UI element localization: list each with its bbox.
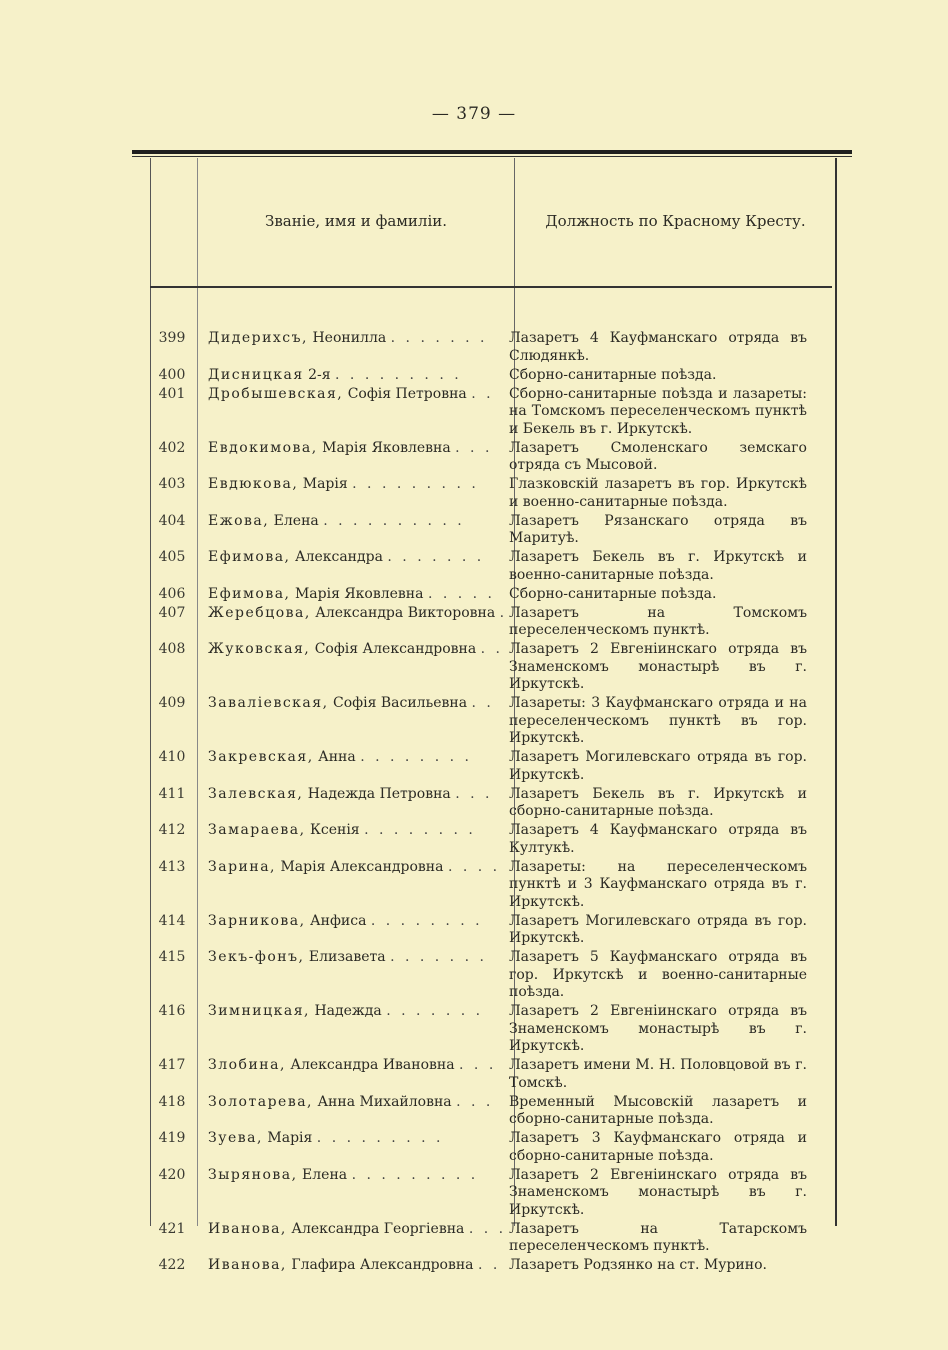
entry-position: Сборно-санитарные поѣзда и лазареты: на Томскомъ переселенческомъ пунктѣ и Бекель въ г. Иркутскѣ. — [509, 385, 807, 437]
entry-given-name: Марія Яковлевна — [317, 439, 456, 456]
entry-number: 399 — [158, 330, 186, 346]
top-rule-thin — [132, 156, 852, 157]
table-row — [150, 859, 832, 912]
entry-name — [194, 1130, 497, 1165]
entry-surname: Евдюкова, — [208, 476, 299, 492]
entry-position: Лазаретъ имени М. Н. Половцовой въ г. Томскѣ. — [509, 1057, 807, 1091]
entry-position: Лазаретъ Могилевскаго отряда въ гор. Иркутскѣ. — [509, 749, 807, 783]
header-rule — [150, 286, 832, 288]
entry-leader-dots: . . . . . . . . — [364, 822, 476, 838]
table-row — [150, 1003, 832, 1056]
entry-leader-dots: . . . — [468, 1220, 507, 1237]
entry-leader-dots: . . . — [455, 785, 493, 802]
table-row — [150, 549, 832, 584]
entry-leader-dots: . . . — [455, 439, 493, 456]
entry-leader-dots: . . . . — [447, 858, 501, 875]
entry-position: Лазаретъ 2 Евгеніинскаго отряда въ Знаменскомъ монастырѣ въ г. Иркутскѣ. — [509, 641, 807, 692]
entry-surname: Зуева, — [208, 1130, 263, 1146]
entry-given-name: Марія Яковлевна — [290, 585, 428, 602]
entry-number: 422 — [158, 1257, 186, 1273]
entry-number: 421 — [158, 1220, 186, 1237]
entry-given-name: Софія Петровна — [343, 385, 472, 402]
entry-number: 413 — [158, 858, 186, 875]
entry-leader-dots: . . . . . . . — [390, 330, 488, 346]
entry-position: Сборно-санитарные поѣзда. — [509, 366, 717, 383]
entries-list — [150, 330, 832, 1276]
entry-number: 408 — [158, 641, 186, 657]
entry-number: 400 — [158, 366, 186, 383]
table-row — [150, 513, 832, 548]
entry-number: 416 — [158, 1003, 186, 1019]
top-rule-thick — [132, 150, 852, 154]
table-row — [150, 822, 832, 857]
entry-surname: Зырянова, — [208, 1166, 298, 1183]
table-row — [150, 749, 832, 784]
table-row — [150, 1257, 832, 1275]
entry-surname: Дисницкая — [208, 366, 304, 383]
entry-leader-dots: . . — [471, 695, 494, 711]
entry-leader-dots: . . . — [456, 1093, 494, 1110]
table-row — [150, 367, 832, 385]
entry-given-name: Елена — [297, 1166, 352, 1183]
entry-surname: Замараева, — [208, 822, 306, 838]
entry-leader-dots: . . . . . . . . . — [351, 1166, 479, 1183]
entry-leader-dots: . . — [471, 385, 494, 402]
entry-name — [194, 586, 497, 604]
name-column-header: Званіе, имя и фамиліи. — [264, 212, 448, 230]
table-row — [150, 949, 832, 1002]
entry-name — [194, 822, 497, 857]
entry-leader-dots: . . . — [459, 1057, 497, 1073]
entry-surname: Ефимова, — [208, 585, 291, 602]
entry-name — [194, 549, 497, 584]
entry-name — [194, 1167, 497, 1220]
entry-position: Лазаретъ 4 Кауфманскаго отряда въ Слюдянкѣ. — [509, 330, 807, 364]
entry-given-name: Анна — [313, 749, 361, 765]
entry-number: 419 — [158, 1130, 186, 1146]
entry-surname: Заваліевская, — [208, 695, 329, 711]
entry-number: 403 — [158, 476, 186, 492]
table-row — [150, 695, 832, 748]
table-row — [150, 330, 832, 365]
entry-leader-dots: . . — [480, 641, 503, 657]
entry-number: 411 — [158, 785, 186, 802]
entry-leader-dots: . . . . . . . . — [370, 912, 483, 929]
entry-name — [194, 386, 497, 439]
entry-name — [194, 513, 497, 548]
entry-given-name: Марія Александровна — [276, 858, 448, 875]
entry-surname: Залевская, — [208, 785, 304, 802]
entry-surname: Евдокимова, — [208, 439, 318, 456]
entry-surname: Зекъ-фонъ, — [208, 949, 305, 965]
table-row — [150, 1167, 832, 1220]
entry-given-name: 2-я — [303, 366, 336, 383]
entry-given-name: Софія Александровна — [310, 641, 481, 657]
entry-number: 401 — [158, 385, 186, 402]
entry-leader-dots: . . . . . . . — [390, 949, 487, 965]
entry-given-name: Неонилла — [308, 330, 391, 346]
entry-surname: Зарина, — [208, 858, 276, 875]
entry-position: Лазаретъ 2 Евгеніинскаго отряда въ Знаменскомъ монастырѣ въ г. Иркутскѣ. — [509, 1166, 807, 1218]
table-row — [150, 605, 832, 640]
entry-position: Временный Мысовскій лазаретъ и сборно-санитарные поѣзда. — [509, 1093, 807, 1127]
table-row — [150, 476, 832, 511]
entry-name — [194, 1094, 497, 1129]
entry-leader-dots: . . . . . . . . — [360, 749, 472, 765]
entry-given-name: Елизавета — [304, 949, 391, 965]
entry-position: Лазаретъ 3 Кауфманскаго отряда и сборно-санитарные поѣзда. — [509, 1130, 807, 1164]
entry-position: Лазаретъ Рязанскаго отряда въ Маритуѣ. — [509, 512, 807, 546]
table-row — [150, 641, 832, 694]
entry-leader-dots: . . . . . . . . . — [352, 476, 479, 492]
entry-position: Глазковскій лазаретъ въ гор. Иркутскѣ и военно-санитарные поѣзда. — [509, 476, 807, 510]
entry-leader-dots: . . . . . . . — [386, 1003, 484, 1019]
entry-number: 407 — [158, 604, 186, 621]
table-row — [150, 1221, 832, 1256]
entry-given-name: Надежда Петровна — [303, 785, 456, 802]
entry-number: 405 — [158, 549, 186, 565]
entry-surname: Золотарева, — [208, 1093, 313, 1110]
entry-surname: Ефимова, — [208, 549, 291, 565]
entry-name — [194, 641, 503, 694]
entry-surname: Жуковская, — [208, 641, 311, 657]
table-row — [150, 386, 832, 439]
entry-surname: Дидерихсъ, — [208, 330, 309, 346]
entry-surname: Злобина, — [208, 1057, 286, 1073]
entry-position: Лазаретъ на Томскомъ переселенческомъ пунктѣ. — [509, 604, 807, 638]
entry-given-name: Марія — [262, 1130, 317, 1146]
entry-number: 409 — [158, 695, 186, 711]
entry-name — [194, 1257, 501, 1275]
entry-given-name: Анфиса — [305, 912, 371, 929]
entry-name — [194, 604, 508, 640]
table-row — [150, 586, 832, 604]
entry-leader-dots: . . — [477, 1257, 501, 1273]
entry-surname: Жеребцова, — [208, 604, 311, 621]
entry-name — [194, 786, 497, 821]
entry-position: Лазаретъ Родзянко на ст. Мурино. — [509, 1257, 767, 1273]
entry-name — [194, 1057, 497, 1092]
entry-name — [194, 858, 501, 912]
column-divider-right — [835, 158, 837, 1226]
entry-name — [194, 367, 497, 385]
entry-position: Сборно-санитарные поѣзда. — [509, 585, 717, 602]
entry-surname: Зимницкая, — [208, 1003, 310, 1019]
entry-surname: Иванова, — [208, 1257, 287, 1273]
entry-name — [194, 913, 497, 948]
entry-surname: Закревская, — [208, 749, 314, 765]
entry-given-name: Александра Георгіевна — [286, 1220, 469, 1237]
table-row — [150, 913, 832, 948]
table-row — [150, 786, 832, 821]
entry-name — [194, 695, 497, 748]
table-row — [150, 1057, 832, 1092]
entry-surname: Зарникова, — [208, 912, 306, 929]
entry-number: 412 — [158, 822, 186, 838]
entry-leader-dots: . . . . . . . . . — [316, 1130, 444, 1146]
table-row — [150, 1094, 832, 1129]
entry-given-name: Ксенія — [305, 822, 365, 838]
entry-number: 414 — [158, 912, 186, 929]
entry-position: Лазаретъ 5 Кауфманскаго отряда въ гор. Иркутскѣ и военно-санитарные поѣзда. — [509, 949, 807, 1000]
entry-given-name: Глафира Александровна — [286, 1257, 478, 1273]
entry-name — [194, 949, 497, 1002]
entry-given-name: Марія — [298, 476, 353, 492]
entry-number: 420 — [158, 1166, 186, 1183]
entry-given-name: Александра — [290, 549, 388, 565]
page-number: — 379 — — [431, 104, 517, 124]
entry-surname: Дробышевская, — [208, 385, 344, 402]
entry-position: Лазареты: на переселенческомъ пунктѣ и 3 Кауфманскаго отряда въ г. Иркутскѣ. — [509, 858, 807, 910]
entry-leader-dots: . . . . . — [427, 585, 495, 602]
entry-given-name: Анна Михайловна — [313, 1093, 457, 1110]
table-row — [150, 440, 832, 475]
entry-leader-dots: . — [499, 604, 508, 621]
entry-given-name: Софія Васильевна — [328, 695, 472, 711]
entry-position: Лазаретъ Бекель въ г. Иркутскѣ и сборно-санитарные поѣзда. — [509, 785, 807, 819]
entry-given-name: Елена — [269, 512, 324, 529]
entry-position: Лазаретъ Бекель въ г. Иркутскѣ и военно-санитарные поѣзда. — [509, 549, 807, 583]
entry-leader-dots: . . . . . . . — [387, 549, 485, 565]
entry-number: 402 — [158, 439, 186, 456]
entry-position: Лазареты: 3 Кауфманскаго отряда и на переселенческомъ пунктѣ въ гор. Иркутскѣ. — [509, 695, 807, 746]
entry-given-name: Александра Викторовна — [310, 604, 500, 621]
entry-name — [194, 476, 497, 511]
entry-name — [194, 330, 497, 365]
entry-given-name: Надежда — [310, 1003, 387, 1019]
table-row — [150, 1130, 832, 1165]
entry-position: Лазаретъ на Татарскомъ переселенческомъ пунктѣ. — [509, 1220, 807, 1254]
entry-surname: Иванова, — [208, 1220, 287, 1237]
position-column-header: Должность по Красному Кресту. — [545, 212, 806, 230]
entry-position: Лазаретъ 4 Кауфманскаго отряда въ Култукѣ. — [509, 822, 807, 856]
entry-leader-dots: . . . . . . . . . — [335, 366, 462, 383]
entry-number: 410 — [158, 749, 186, 765]
entry-name — [194, 1003, 497, 1056]
entry-number: 404 — [158, 512, 186, 529]
entry-number: 406 — [158, 585, 186, 602]
entry-number: 417 — [158, 1057, 186, 1073]
entry-position: Лазаретъ 2 Евгеніинскаго отряда въ Знаменскомъ монастырѣ въ г. Иркутскѣ. — [509, 1003, 807, 1054]
entry-name — [194, 440, 497, 475]
entry-number: 418 — [158, 1093, 186, 1110]
entry-name — [194, 749, 497, 784]
entry-number: 415 — [158, 949, 186, 965]
entry-leader-dots: . . . . . . . . . . — [323, 512, 465, 529]
entry-given-name: Александра Ивановна — [285, 1057, 460, 1073]
entry-position: Лазаретъ Смоленскаго земскаго отряда съ Мысовой. — [509, 439, 807, 473]
entry-position: Лазаретъ Могилевскаго отряда въ гор. Иркутскѣ. — [509, 912, 807, 946]
entry-surname: Ежова, — [208, 512, 270, 529]
entry-name — [194, 1220, 507, 1256]
